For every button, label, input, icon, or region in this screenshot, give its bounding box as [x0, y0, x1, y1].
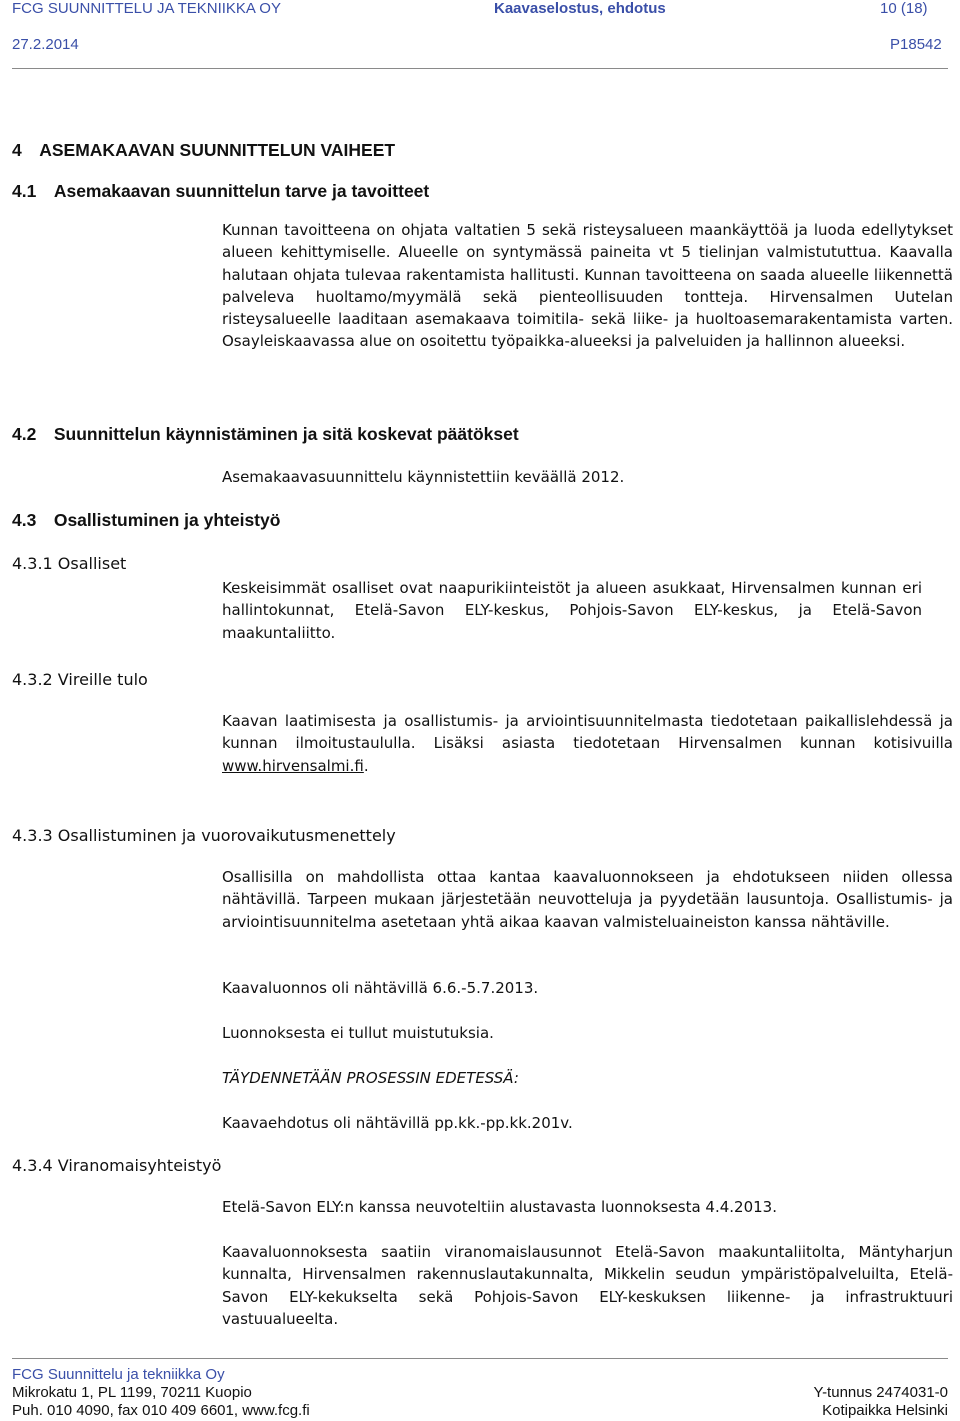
footer-company: FCG Suunnittelu ja tekniikka Oy [12, 1366, 225, 1383]
section-4-3-3-no-comments: Luonnoksesta ei tullut muistutuksia. [222, 1024, 494, 1042]
footer-contact: Puh. 010 4090, fax 010 409 6601, www.fcg.fi [12, 1402, 310, 1419]
header-date: 27.2.2014 [12, 36, 79, 53]
section-4-3-heading: 4.3 Osallistuminen ja yhteistyö [12, 510, 281, 530]
footer-domicile: Kotipaikka Helsinki [822, 1402, 948, 1419]
section-4-3-3-text: Osallisilla on mahdollista ottaa kantaa kaavaluonnokseen ja ehdotukseen niiden ollessa nähtävillä. Tarpeen mukaan järjestetään neuvotteluja ja pyydetään lausuntoja. Osallistumis- ja arviointisuunnitelma asetetaan yhtä aikaa kaavan valmisteluaineiston kanssa nähtäville. [222, 868, 953, 931]
section-4-3-1-text: Keskeisimmät osalliset ovat naapurikiinteistöt ja alueen asukkaat, Hirvensalmen kunnan eri hallintokunnat, Etelä-Savon ELY-keskus, Pohjois-Savon ELY-keskus, ja Etelä-Savon maakuntaliitto. [222, 579, 922, 642]
section-4-3-4-negotiation: Etelä-Savon ELY:n kanssa neuvoteltiin alustavasta luonnoksesta 4.4.2013. [222, 1198, 777, 1216]
section-4-3-2-body: Kaavan laatimisesta ja osallistumis- ja arviointisuunnitelmasta tiedotetaan paikallislehdessä ja kunnan ilmoitustaululla. Lisäksi asiasta tiedotetaan Hirvensalmen kunnan kotisivuilla [222, 712, 953, 753]
section-4-3-1-heading: 4.3.1 Osalliset [12, 554, 127, 573]
section-4-3-3-to-be-completed: TÄYDENNETÄÄN PROSESSIN EDETESSÄ: [222, 1069, 519, 1087]
header-page-number: 10 (18) [880, 0, 928, 17]
section-4-heading: 4 ASEMAKAAVAN SUUNNITTELUN VAIHEET [12, 140, 396, 160]
section-4-3-3-heading: 4.3.3 Osallistuminen ja vuorovaikutusmenettely [12, 826, 396, 845]
section-4-3-4-statements: Kaavaluonnoksesta saatiin viranomaislausunnot Etelä-Savon maakuntaliitolta, Mäntyharjun kunnalta, Hirvensalmen rakennuslautakunnalta, Mikkelin seudun ympäristöpalveluilta, Etelä-Savon ELY-kekukselta sekä Pohjois-Savon ELY-keskuksen liikenne- ja infrastruktuuri vastuualueelta. [222, 1243, 953, 1328]
hirvensalmi-link[interactable]: www.hirvensalmi.fi [222, 756, 364, 775]
header-project-number: P18542 [890, 36, 942, 53]
section-4-3-3-proposal-dates: Kaavaehdotus oli nähtävillä pp.kk.-pp.kk.201v. [222, 1114, 573, 1132]
section-4-3-2-text: Kaavan laatimisesta ja osallistumis- ja arviointisuunnitelmasta tiedotetaan paikallislehdessä ja kunnan ilmoitustaululla. Lisäksi asiasta tiedotetaan Hirvensalmen kunnan kotisivuilla www.hirvensalmi.fi. [222, 712, 953, 775]
footer-divider [12, 1358, 948, 1359]
header-divider [12, 68, 948, 69]
section-4-3-2-heading: 4.3.2 Vireille tulo [12, 670, 148, 689]
header-doc-type: Kaavaselostus, ehdotus [494, 0, 666, 17]
section-4-3-3-draft-dates: Kaavaluonnos oli nähtävillä 6.6.-5.7.2013. [222, 979, 539, 997]
section-4-3-4-heading: 4.3.4 Viranomaisyhteistyö [12, 1156, 222, 1175]
section-4-2-heading: 4.2 Suunnittelun käynnistäminen ja sitä koskevat päätökset [12, 424, 519, 444]
footer-business-id: Y-tunnus 2474031-0 [813, 1384, 948, 1401]
header-company: FCG SUUNNITTELU JA TEKNIIKKA OY [12, 0, 281, 17]
footer-address: Mikrokatu 1, PL 1199, 70211 Kuopio [12, 1384, 252, 1401]
section-4-1-heading: 4.1 Asemakaavan suunnittelun tarve ja tavoitteet [12, 181, 430, 201]
section-4-2-text: Asemakaavasuunnittelu käynnistettiin keväällä 2012. [222, 468, 625, 486]
section-4-1-text: Kunnan tavoitteena on ohjata valtatien 5 sekä risteysalueen maankäyttöä ja luoda edellytykset alueen kehittymiselle. Alueelle on syntymässä paineita vt 5 tielinjan valmistututtua. Kaavalla halutaan ohjata tulevaa rakentamista hallitusti. Kunnan tavoitteena on saada alueelle liikennettä palveleva huoltamo/myymälä sekä pienteollisuuden tontteja. Hirvensalmen Uutelan risteysalueelle laaditaan asemakaava toimitila- sekä liike- ja huoltoasemarakentamista varten. Osayleiskaavassa alue on osoitettu työpaikka-alueeksi ja palveluiden ja hallinnon alueeksi. [222, 221, 953, 351]
